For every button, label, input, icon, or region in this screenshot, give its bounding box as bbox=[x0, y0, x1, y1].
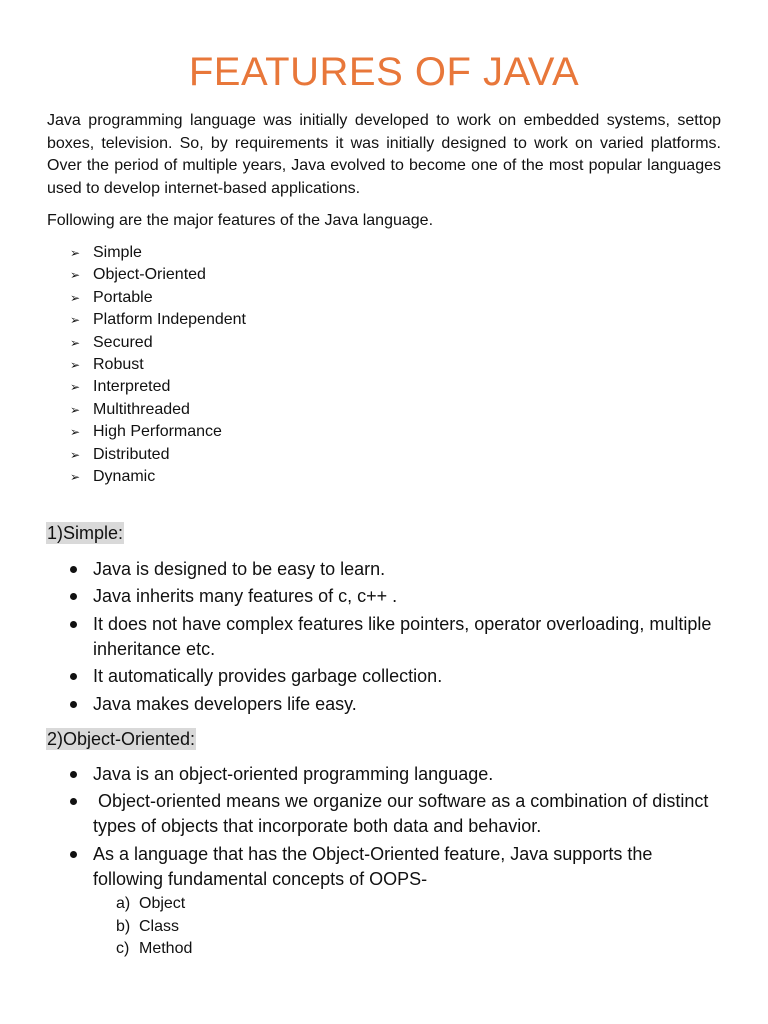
list-item bbox=[70, 664, 720, 689]
list-item bbox=[70, 692, 720, 717]
list-item bbox=[70, 789, 720, 839]
arrowhead-bullet-icon: ➢ bbox=[70, 290, 81, 305]
bullet-dot-icon bbox=[70, 701, 77, 708]
list-item bbox=[116, 916, 192, 939]
bullet-text: Java makes developers life easy. bbox=[93, 693, 357, 714]
arrowhead-bullet-icon: ➢ bbox=[70, 357, 81, 372]
oops-concepts-list bbox=[116, 893, 192, 961]
feature-label: Distributed bbox=[93, 445, 170, 463]
feature-label: Portable bbox=[93, 288, 153, 306]
list-item bbox=[70, 584, 720, 609]
arrowhead-bullet-icon: ➢ bbox=[70, 313, 81, 328]
bullet-text: It does not have complex features like pointers, operator overloading, multiple inheritance etc. bbox=[93, 613, 712, 659]
bullet-text: It automatically provides garbage collection. bbox=[93, 666, 443, 687]
intro-paragraph: Java programming language was initially developed to work on embedded systems, settop boxes, television. So, by requirements it was initially designed to work on varied platforms. Over the period of multiple years, Java evolved to become one of the most popular languages used to develop internet-based applications. bbox=[47, 112, 721, 197]
list-item bbox=[70, 287, 246, 309]
bullet-dot-icon bbox=[70, 566, 77, 573]
arrowhead-bullet-icon: ➢ bbox=[70, 246, 81, 260]
list-item bbox=[70, 399, 246, 421]
list-item bbox=[70, 376, 246, 398]
list-item bbox=[70, 842, 720, 892]
sub-item-label: Object bbox=[139, 895, 186, 912]
arrowhead-bullet-icon: ➢ bbox=[70, 335, 81, 350]
bullet-text: Object-oriented means we organize our software as a combination of distinct types of objects that incorporate both data and behavior. bbox=[93, 791, 714, 837]
list-item bbox=[70, 354, 246, 376]
list-item bbox=[70, 466, 246, 488]
arrowhead-bullet-icon: ➢ bbox=[70, 447, 81, 462]
bullet-dot-icon bbox=[70, 771, 77, 778]
feature-label: Multithreaded bbox=[93, 400, 190, 418]
list-item bbox=[70, 557, 720, 582]
bullet-dot-icon bbox=[70, 621, 77, 628]
feature-label: Simple bbox=[93, 244, 142, 261]
feature-label: Dynamic bbox=[93, 467, 156, 485]
bullet-text: As a language that has the Object-Oriented feature, Java supports the following fundamental concepts of OOPS- bbox=[93, 843, 653, 889]
list-item bbox=[116, 938, 192, 961]
arrowhead-bullet-icon: ➢ bbox=[70, 402, 81, 417]
list-item bbox=[70, 332, 246, 354]
section-heading-simple: 1)Simple: bbox=[47, 523, 124, 543]
feature-label: Object-Oriented bbox=[93, 266, 206, 284]
arrowhead-bullet-icon: ➢ bbox=[70, 469, 81, 484]
list-item bbox=[70, 421, 246, 443]
bullet-dot-icon bbox=[70, 798, 77, 805]
list-item bbox=[70, 264, 246, 286]
sub-item-marker: a) bbox=[116, 895, 131, 912]
arrowhead-bullet-icon: ➢ bbox=[70, 268, 81, 283]
bullet-dot-icon bbox=[70, 593, 77, 600]
section-heading-object-oriented: 2)Object-Oriented: bbox=[47, 729, 196, 749]
sub-item-marker: b) bbox=[116, 917, 131, 935]
list-item bbox=[70, 612, 720, 662]
list-item bbox=[70, 242, 246, 264]
features-intro-line: Following are the major features of the Java language. bbox=[47, 212, 434, 229]
list-item bbox=[70, 444, 246, 466]
bullet-text: Java inherits many features of c, c++ . bbox=[93, 586, 398, 607]
arrowhead-bullet-icon: ➢ bbox=[70, 380, 81, 395]
feature-label: Robust bbox=[93, 355, 144, 373]
bullet-text: Java is designed to be easy to learn. bbox=[93, 559, 386, 579]
list-item bbox=[116, 893, 192, 916]
sub-item-marker: c) bbox=[116, 940, 130, 957]
feature-label: High Performance bbox=[93, 423, 222, 441]
list-item bbox=[70, 762, 720, 787]
simple-bullet-list bbox=[70, 557, 720, 719]
arrowhead-bullet-icon: ➢ bbox=[70, 425, 81, 440]
feature-label: Interpreted bbox=[93, 378, 171, 396]
list-item bbox=[70, 309, 246, 331]
bullet-dot-icon bbox=[70, 851, 77, 858]
bullet-text: Java is an object-oriented programming language. bbox=[93, 764, 494, 784]
object-oriented-bullet-list bbox=[70, 762, 720, 894]
feature-label: Secured bbox=[93, 333, 153, 351]
feature-label: Platform Independent bbox=[93, 311, 246, 329]
feature-list bbox=[70, 242, 246, 488]
page-title: FEATURES OF JAVA bbox=[188, 50, 580, 94]
sub-item-label: Method bbox=[139, 940, 193, 957]
sub-item-label: Class bbox=[139, 917, 180, 935]
bullet-dot-icon bbox=[70, 673, 77, 680]
